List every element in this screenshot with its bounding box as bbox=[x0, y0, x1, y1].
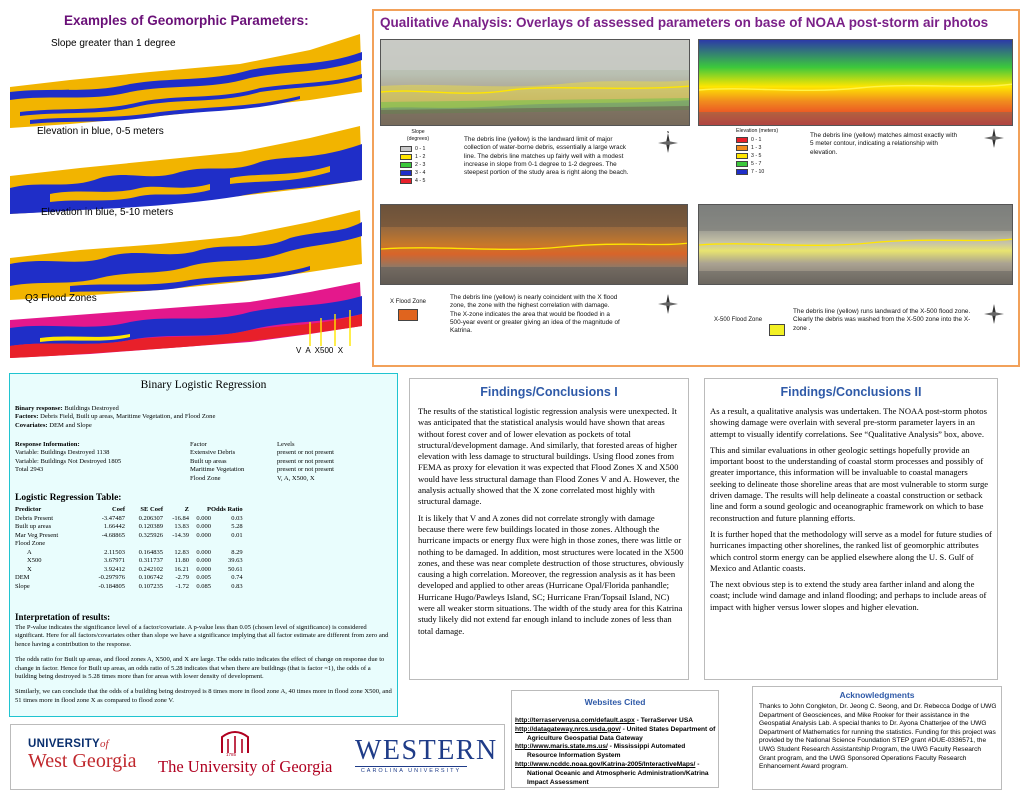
table-row bbox=[15, 574, 243, 583]
covariates-value: DEM and Slope bbox=[49, 421, 92, 429]
elevation-510-label: Elevation in blue, 5-10 meters bbox=[41, 207, 174, 218]
level-item: V, A, X500, X bbox=[277, 474, 315, 482]
slope-legend-row bbox=[400, 161, 440, 169]
response-info-header: Response Information: bbox=[15, 441, 80, 448]
elevation-legend-swatch bbox=[736, 137, 748, 143]
table-cell: 0.120389 bbox=[138, 523, 163, 530]
table-cell: 0.000 bbox=[196, 514, 211, 522]
x500-swatch bbox=[769, 324, 785, 336]
slope-legend-swatch bbox=[400, 178, 412, 184]
table-cell: 0.311737 bbox=[138, 557, 163, 564]
elevation-legend-label: 7 - 10 bbox=[751, 169, 765, 175]
x500-swatch-label: X-500 Flood Zone bbox=[714, 317, 763, 323]
slope-legend-label: 0 - 1 bbox=[415, 146, 426, 152]
response-info bbox=[15, 441, 185, 475]
response-info-line: Variable: Buildings Destroyed 1138 bbox=[15, 449, 110, 457]
uwg-logo bbox=[28, 734, 137, 773]
table-cell: 0.085 bbox=[196, 582, 211, 590]
slope-overlay-photo bbox=[380, 39, 690, 126]
table-cell: 3.92412 bbox=[103, 565, 125, 573]
table-cell: 1.66442 bbox=[103, 523, 125, 530]
table-cell: 0.000 bbox=[196, 557, 211, 564]
elevation-legend bbox=[736, 128, 796, 176]
factor-column bbox=[190, 441, 276, 483]
elevation-legend-swatch bbox=[736, 153, 748, 159]
regression-column-header: Coef bbox=[112, 506, 125, 513]
wcu-logo bbox=[355, 735, 498, 782]
elevation-legend-label: 1 - 3 bbox=[751, 145, 762, 151]
table-cell: 0.106742 bbox=[138, 574, 163, 581]
interp-title: Interpretation of results: bbox=[15, 612, 111, 622]
slope-legend-label: 3 - 4 bbox=[415, 170, 426, 176]
table-cell: -3.47487 bbox=[101, 514, 125, 522]
interp-text bbox=[15, 624, 393, 705]
level-item: present or not present bbox=[277, 449, 334, 457]
ug-arch-icon bbox=[220, 727, 250, 755]
flood-zone-marks: V A X500 X bbox=[296, 346, 344, 355]
findings-2-paragraph: The next obvious step is to extend the study area farther inland and along the coast; include wind damage and inland flooding; and perhaps to include areas of impact with higher versus lower slopes and higher elevation. bbox=[710, 579, 987, 612]
table-cell: 0.325926 bbox=[138, 531, 163, 539]
table-cell: -0.297976 bbox=[98, 574, 125, 581]
websites-list bbox=[515, 717, 717, 787]
wcu-logo-sub: CAROLINA UNIVERSITY bbox=[355, 766, 467, 774]
qualitative-analysis-title: Qualitative Analysis: Overlays of assessed parameters on base of NOAA post-storm air photos bbox=[380, 15, 989, 30]
table-cell: 5.28 bbox=[231, 523, 243, 530]
findings-2-title: Findings/Conclusions II bbox=[780, 385, 922, 399]
response-info-line: Variable: Buildings Not Destroyed 1805 bbox=[15, 457, 122, 465]
regression-title: Binary Logistic Regression bbox=[140, 379, 267, 391]
table-cell: 0.005 bbox=[196, 574, 211, 581]
table-cell: X bbox=[27, 565, 32, 573]
table-cell: 0.000 bbox=[196, 523, 211, 530]
table-cell: A bbox=[27, 548, 32, 556]
uwg-logo-of: of bbox=[100, 738, 109, 750]
table-cell: Flood Zone bbox=[15, 540, 46, 547]
regression-column-header: Predictor bbox=[15, 506, 42, 513]
xzone-swatch-label: X Flood Zone bbox=[390, 299, 427, 305]
north-arrow-icon bbox=[656, 131, 680, 155]
findings-1-title: Findings/Conclusions I bbox=[480, 385, 618, 399]
geomorphic-title: Examples of Geomorphic Parameters: bbox=[64, 13, 309, 28]
x500-caption: The debris line (yellow) runs landward of the X-500 flood zone. Clearly the debris was washed from the X-500 zone into the X-zone . bbox=[793, 308, 971, 332]
slope-legend-row bbox=[400, 145, 440, 153]
table-cell: 0.000 bbox=[196, 531, 211, 539]
elevation-05-label: Elevation in blue, 0-5 meters bbox=[37, 126, 164, 137]
table-cell: 12.83 bbox=[174, 548, 189, 556]
response-label: Binary response: bbox=[15, 405, 63, 412]
table-cell bbox=[211, 540, 243, 549]
ug-year: 1785 bbox=[226, 752, 237, 757]
website-link[interactable]: http://terraserverusa.com/default.aspx bbox=[515, 717, 635, 724]
website-link[interactable]: http://www.ncddc.noaa.gov/Katrina-2005/InteractiveMaps/ bbox=[515, 760, 696, 768]
covariates-label: Covariates: bbox=[15, 421, 48, 429]
websites-title: Websites Cited bbox=[584, 697, 646, 707]
regression-column-header: Odds Ratio bbox=[211, 506, 243, 513]
table-row bbox=[15, 583, 243, 592]
elevation-legend-row bbox=[736, 136, 796, 144]
slope-legend-swatch bbox=[400, 170, 412, 176]
level-item: present or not present bbox=[277, 466, 334, 474]
elevation-legend-label: 5 - 7 bbox=[751, 161, 762, 167]
findings-1-paragraph: It is likely that V and A zones did not correlate strongly with damage because there were few buildings located in those zones. Although the hurricane impacts or energy flux were high in those zones, there was little or nothing to be damaged. In addition, most structures were located in the X500 zones, and these was near complete destruction of those structures, obviously causing a high correlation. Moreover, the regression analysis as it has been developed and applied to other areas (Hurricane Opal/Florida panhandle; Hurricane Hugo/Pawleys Island, SC; Hurricane Fran/Topsail Island, NC) were all weaker storm situations. The width of the study area for this Katrina study likely did not extend far enough inland to include zones of less than total damage. bbox=[418, 512, 684, 636]
ug-logo: The University of Georgia bbox=[158, 757, 333, 776]
factor-item: Extensive Debris bbox=[190, 449, 236, 457]
table-cell: -4.68865 bbox=[101, 531, 125, 539]
table-row bbox=[15, 532, 243, 541]
table-cell: 0.107235 bbox=[138, 582, 163, 590]
regression-setup bbox=[15, 405, 385, 430]
table-cell: 0.000 bbox=[196, 565, 211, 573]
slope-caption: The debris line (yellow) is the landward limit of major collection of water-borne debris, essentially a large wrack line. The debris line matches up fairly well with a modest increase in slope from 0-1 degree to 1-2 degrees. The steepest portion of the study area is right along the beach. bbox=[464, 136, 629, 177]
table-cell: Built up areas bbox=[15, 523, 52, 530]
website-link[interactable]: http://datagateway.nrcs.usda.gov/ bbox=[515, 725, 621, 733]
xzone-caption: The debris line (yellow) is nearly coincident with the X flood zone, the zone with the highest correlation with damage. The X-zone indicates the area that would be flooded in a 500-year event or greater giving an idea of the magnitude of Katrina. bbox=[450, 294, 620, 335]
regression-table bbox=[15, 506, 243, 591]
factor-item: Maritime Vegetation bbox=[190, 466, 245, 474]
acknowledgments-text: Thanks to John Congleton, Dr. Jeong C. Seong, and Dr. Rebecca Dodge of UWG Department of Geosciences, and Mike Rooker for their assistance in the Geospatial Analysis Lab. A special thanks to Dr. Ayona Chatterjee of the UWG Department of Mathematics for running the statistics. Funding for this project was provided by the National Science Foundation STEP grant #DUE-0336571, the UWG Student Research Assistantship Program, the UWG Faculty Research Grant program, and the UWG Sponsored Operations Faculty Research Enhancement Award program. bbox=[759, 703, 997, 771]
slope-legend-row bbox=[400, 177, 440, 185]
elevation-legend-title: Elevation (meters) bbox=[736, 128, 779, 134]
elevation-legend-label: 3 - 5 bbox=[751, 153, 762, 159]
factor-item: Built up areas bbox=[190, 457, 227, 465]
level-item: present or not present bbox=[277, 457, 334, 465]
table-cell bbox=[125, 540, 163, 549]
elevation-caption: The debris line (yellow) matches almost exactly with 5 meter contour, indicating a relationship with elevation. bbox=[810, 132, 958, 156]
factor-item: Flood Zone bbox=[190, 474, 221, 482]
elevation-legend-swatch bbox=[736, 161, 748, 167]
table-cell: 39.63 bbox=[227, 557, 243, 564]
website-item bbox=[515, 726, 717, 744]
table-cell: -0.184805 bbox=[98, 582, 125, 590]
north-arrow-icon bbox=[656, 292, 680, 316]
table-row bbox=[15, 540, 243, 549]
table-cell: 0.83 bbox=[231, 582, 243, 590]
elevation-legend-row bbox=[736, 168, 796, 176]
website-item bbox=[515, 743, 717, 761]
slope-legend-swatch bbox=[400, 154, 412, 160]
table-cell bbox=[163, 540, 189, 549]
slope-label: Slope greater than 1 degree bbox=[51, 38, 176, 49]
xzone-overlay-photo bbox=[380, 204, 688, 285]
table-cell: 0.242102 bbox=[138, 565, 163, 573]
findings-2-paragraph: It is further hoped that the methodology will serve as a model for future studies of hurricanes impacting other shorelines, the ranked list of geomorphic attributes which control storm energy can be applied elsewhere along the U. S. Gulf of Mexico and Atlantic coasts. bbox=[710, 528, 992, 573]
table-cell: 0.000 bbox=[196, 548, 211, 556]
findings-2-paragraph: This and similar evaluations in other geologic settings hopefully provide an important boost to the understanding of coastal storm processes and possibly of greater importance, this information will be invaluable to coastal managers seeking to delineate those shoreline areas that are most vulnerable to storm surge driven damage. The results will help delineate a coastal construction or setback line and form a sound geologic and oceanographic framework on which to base reconstruction and future planning efforts. bbox=[710, 444, 989, 523]
table-cell: -14.39 bbox=[172, 531, 189, 539]
elevation-legend-swatch bbox=[736, 169, 748, 175]
table-cell: 0.164835 bbox=[138, 548, 163, 556]
findings-1-body bbox=[418, 406, 684, 642]
table-cell: 0.01 bbox=[231, 531, 243, 539]
flood-zones-label: Q3 Flood Zones bbox=[25, 293, 97, 304]
table-cell: Slope bbox=[15, 582, 30, 590]
table-cell: 8.29 bbox=[231, 548, 243, 556]
slope-legend-title: Slope (degrees) bbox=[406, 129, 430, 142]
table-row bbox=[15, 566, 243, 575]
xzone-swatch bbox=[398, 309, 418, 321]
slope-legend-swatch bbox=[400, 146, 412, 152]
x500-overlay-photo bbox=[698, 204, 1013, 285]
north-arrow-icon bbox=[982, 302, 1006, 326]
slope-map bbox=[10, 32, 365, 128]
findings-2-body bbox=[710, 406, 994, 618]
table-cell: -1.72 bbox=[175, 582, 189, 590]
website-description: - National Oceanic and Atmospheric Administration/Katrina Impact Assessment bbox=[527, 760, 709, 786]
elevation-legend-row bbox=[736, 152, 796, 160]
slope-legend bbox=[400, 129, 440, 185]
table-cell: DEM bbox=[15, 574, 30, 581]
response-value: Buildings Destroyed bbox=[64, 405, 119, 412]
north-arrow-icon bbox=[982, 126, 1006, 150]
elevation-legend-label: 0 - 1 bbox=[751, 137, 762, 143]
slope-legend-label: 4 - 5 bbox=[415, 178, 426, 184]
levels-column bbox=[277, 441, 387, 483]
table-cell: Debris Present bbox=[15, 514, 54, 522]
slope-legend-row bbox=[400, 169, 440, 177]
table-cell: X500 bbox=[27, 557, 42, 564]
interp-paragraph: The odds ratio for Built up areas, and flood zones A, X500, and X are large. The odds ratio indicates the effect of change on response due to change in factor. Hence for Built up areas, an odds ratio of 5.28 indicates that when there are buildings (that is factor =1), the odds of a building being destroyed is 5.28 times more than for areas with lower density of development. bbox=[15, 656, 385, 681]
wcu-logo-main: WESTERN bbox=[355, 735, 498, 766]
website-description: - United States Department of Agriculture Geospatial Data Gateway bbox=[527, 725, 716, 742]
slope-legend-label: 2 - 3 bbox=[415, 162, 426, 168]
table-row bbox=[15, 557, 243, 566]
table-cell: -16.84 bbox=[172, 514, 189, 522]
table-cell: 0.03 bbox=[231, 514, 243, 522]
uwg-logo-main: West Georgia bbox=[28, 750, 137, 772]
table-cell: 2.11503 bbox=[104, 548, 125, 556]
elevation-legend-row bbox=[736, 160, 796, 168]
uwg-logo-top: UNIVERSITY bbox=[28, 738, 101, 750]
website-item bbox=[515, 761, 717, 787]
regression-table-header bbox=[15, 506, 243, 515]
slope-legend-label: 1 - 2 bbox=[415, 154, 426, 160]
interp-paragraph: Similarly, we can conclude that the odds of a building being destroyed is 8 times more in flood zone A, 40 times more in flood zone X500, and 51 times more in flood zone X as compared to flood zone V. bbox=[15, 688, 392, 704]
levels-header: Levels bbox=[277, 441, 295, 448]
factors-value: Debris Field, Built up areas, Maritime Vegetation, and Flood Zone bbox=[40, 413, 216, 421]
slope-legend-row bbox=[400, 153, 440, 161]
table-row bbox=[15, 515, 243, 524]
elevation-legend-row bbox=[736, 144, 796, 152]
table-cell: 16.21 bbox=[174, 565, 189, 573]
slope-legend-swatch bbox=[400, 162, 412, 168]
findings-1-paragraph: The results of the statistical logistic regression analysis were unexpected. It was anticipated that the statistical analysis would have shown that areas without forest cover and of lower elevation as pockets of total structural/development damage. And similarly, that forested areas of higher elevation with less damage to structural buildings. Using flood zones from FEMA as proxy for elevation it was expected that Flood Zones X and X500 would have less structural damage than Flood Zones V and A. However, the analysis actually showed that the X zone correlated most highly with structural damage. bbox=[418, 406, 680, 507]
table-row bbox=[15, 549, 243, 558]
website-item bbox=[515, 717, 717, 726]
table-cell: 3.67971 bbox=[103, 557, 125, 564]
website-description: - TerraServer USA bbox=[634, 717, 693, 724]
factors-label: Factors: bbox=[15, 413, 39, 421]
table-cell: -2.79 bbox=[175, 574, 189, 581]
elevation-overlay-photo bbox=[698, 39, 1013, 126]
elevation-legend-swatch bbox=[736, 145, 748, 151]
table-row bbox=[15, 523, 243, 532]
response-info-line: Total 2943 bbox=[15, 466, 44, 474]
factor-header: Factor bbox=[190, 441, 207, 448]
website-description: - Mississippi Automated Resource Information System bbox=[527, 743, 686, 760]
acknowledgments-title: Acknowledgments bbox=[839, 690, 915, 700]
regression-column-header: Z bbox=[184, 506, 189, 513]
regression-column-header: SE Coef bbox=[140, 506, 163, 513]
interp-paragraph: The P-value indicates the significance level of a factor/covariate. A p-value less than 0.05 (chosen level of significance) is considered significant. Here for all factors/covariates other than slope we have a significance implying that all factor estimate are different from zero and hence having a contribution to the response. bbox=[15, 624, 389, 648]
table-cell: 11.80 bbox=[174, 557, 189, 564]
table-cell: 0.74 bbox=[231, 574, 243, 581]
svg-text:N: N bbox=[667, 131, 670, 134]
findings-2-paragraph: As a result, a qualitative analysis was undertaken. The NOAA post-storm photos showing damage were overlain with several pre-storm parameter layers in an attempt to visually identify correlations. See “Qualitative Analysis” box, above. bbox=[710, 406, 987, 439]
table-cell: 50.61 bbox=[227, 565, 243, 573]
table-cell: 13.83 bbox=[174, 523, 189, 530]
website-link[interactable]: http://www.maris.state.ms.us/ bbox=[515, 743, 608, 751]
regression-table-title: Logistic Regression Table: bbox=[15, 493, 122, 503]
regression-column-header: P bbox=[207, 506, 211, 513]
table-cell bbox=[81, 540, 125, 549]
table-cell: 0.206307 bbox=[138, 514, 163, 522]
table-cell: Mar Veg Present bbox=[15, 531, 59, 539]
table-cell bbox=[189, 540, 211, 549]
